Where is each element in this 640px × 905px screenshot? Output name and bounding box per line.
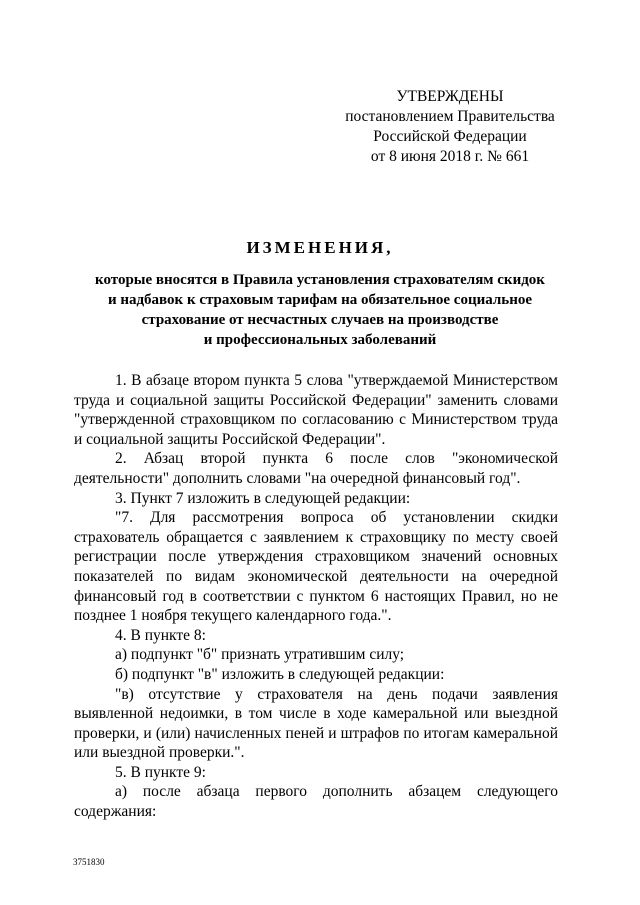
paragraph-item-3-text: "7. Для рассмотрения вопроса об установлении скидки страхователь обращается с заявлением к страховщику по месту своей регистрации после утверждения страховщиком значений основных показателей по видам экономической деятельности на очередной финансовый год в соответствии с пунктом 6 настоящих Правил, но не позднее 1 ноября текущего календарного года.". (74, 509, 558, 625)
paragraph-item-4b-text: "в) отсутствие у страхователя на день подачи заявления выявленной недоимки, в том числе в ходе камеральной или выездной проверки, и (или) начисленных пеней и штрафов по итогам камеральной или выездной проверки.". (74, 685, 558, 762)
paragraph-item-3: 3. Пункт 7 изложить в следующей редакции: (115, 489, 411, 507)
subtitle-line: и профессиональных заболеваний (203, 332, 437, 348)
document-code: 3751830 (73, 857, 105, 867)
approval-block (330, 87, 570, 167)
approval-by-resolution: постановлением Правительства (345, 108, 555, 125)
approval-country: Российской Федерации (373, 128, 527, 145)
paragraph-item-1: 1. В абзаце втором пункта 5 слова "утверждаемой Министерством труда и социальной защиты Российской Федерации" заменить словами "утвержденной страховщиком по согласованию с Министерством труда и социальной защиты Российской Федерации". (74, 372, 558, 448)
approval-heading: УТВЕРЖДЕНЫ (396, 88, 504, 105)
paragraph-item-2: 2. Абзац второй пункта 6 после слов "экономической деятельности" дополнить словами "на очередной финансовый год". (74, 450, 558, 487)
paragraph-item-5a: а) после абзаца первого дополнить абзацем следующего содержания: (74, 783, 558, 821)
document-heading (60, 238, 580, 350)
document-body (74, 371, 558, 822)
approval-date-number: от 8 июня 2018 г. № 661 (370, 148, 530, 165)
subtitle-line: которые вносятся в Правила установления страхователям скидок (95, 272, 545, 288)
subtitle-line: и надбавок к страховым тарифам на обязательное социальное (107, 292, 533, 308)
document-title: ИЗМЕНЕНИЯ, (246, 238, 394, 257)
subtitle-line: страхование от несчастных случаев на производстве (141, 312, 499, 328)
paragraph-item-4: 4. В пункте 8: (115, 626, 206, 644)
document-subtitle (60, 270, 580, 350)
paragraph-item-4a: а) подпункт "б" признать утратившим силу; (115, 646, 405, 664)
paragraph-item-5: 5. В пункте 9: (115, 763, 206, 781)
paragraph-item-4b: б) подпункт "в" изложить в следующей редакции: (115, 665, 445, 683)
